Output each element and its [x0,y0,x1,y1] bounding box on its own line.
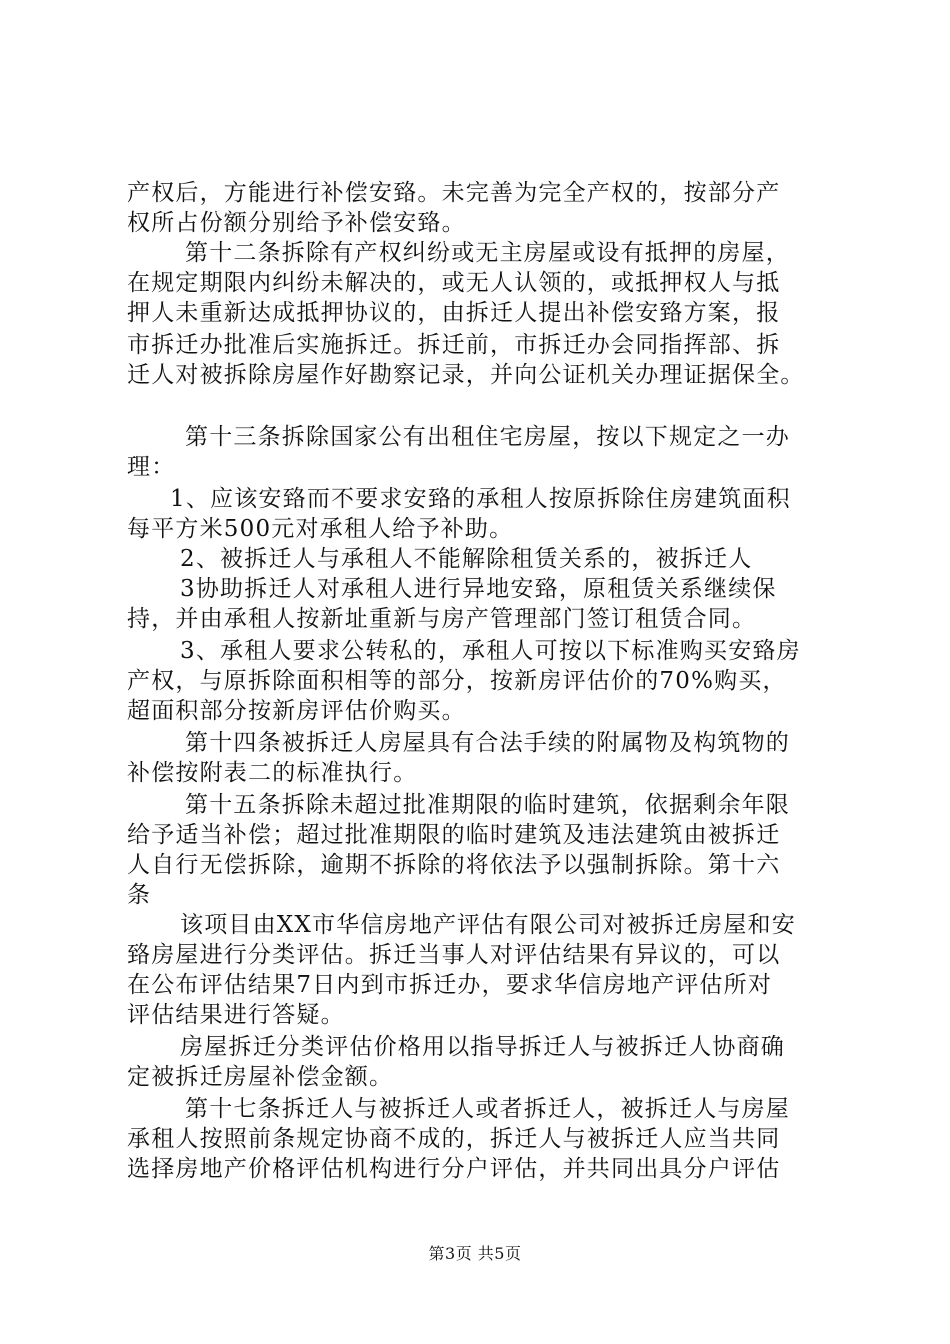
text-line: 该项目由XX市华信房地产评估有限公司对被拆迁房屋和安 [180,912,796,938]
text-line: 市拆迁办批准后实施拆迁。拆迁前，市拆迁办会同指挥部、拆 [127,332,781,358]
text-line: 理： [127,454,176,480]
text-line: 第十三条拆除国家公有出租住宅房屋，按以下规定之一办 [185,424,790,450]
text-line: 补偿按附表二的标准执行。 [127,760,418,786]
text-line: 押人未重新达成抵押协议的，由拆迁人提出补偿安臵方案，报 [127,300,781,326]
text-line: 第十七条拆迁人与被拆迁人或者拆迁人，被拆迁人与房屋 [185,1096,790,1122]
text-line: 承租人按照前条规定协商不成的，拆迁人与被拆迁人应当共同 [127,1126,781,1152]
text-line: 第十二条拆除有产权纠纷或无主房屋或设有抵押的房屋， [185,240,790,266]
text-line: 1、应该安臵而不要求安臵的承租人按原拆除住房建筑面积 [170,486,791,512]
text-line: 2、被拆迁人与承租人不能解除租赁关系的，被拆迁人 [180,546,753,572]
text-line: 迁人对被拆除房屋作好勘察记录，并向公证机关办理证据保全。 [127,362,805,388]
text-line: 3协助拆迁人对承租人进行异地安臵，原租赁关系继续保 [180,576,777,602]
text-line: 选择房地产价格评估机构进行分户评估，并共同出具分户评估 [127,1156,781,1182]
text-line: 在规定期限内纠纷未解决的，或无人认领的，或抵押权人与抵 [127,270,781,296]
text-line: 3、承租人要求公转私的，承租人可按以下标准购买安臵房 [180,638,801,664]
text-line: 每平方米500元对承租人给予补助。 [127,516,514,542]
text-line: 条 [127,882,152,908]
text-line: 定被拆迁房屋补偿金额。 [127,1064,394,1090]
text-line: 给予适当补偿；超过批准期限的临时建筑及违法建筑由被拆迁 [127,822,781,848]
text-line: 在公布评估结果7日内到市拆迁办，要求华信房地产评估所对 [127,972,773,998]
text-line: 超面积部分按新房评估价购买。 [127,698,466,724]
text-line: 第十四条被拆迁人房屋具有合法手续的附属物及构筑物的 [185,730,790,756]
text-line: 产权后，方能进行补偿安臵。未完善为完全产权的，按部分产 [127,180,781,206]
text-line: 评估结果进行答疑。 [127,1002,345,1028]
text-line: 臵房屋进行分类评估。拆迁当事人对评估结果有异议的，可以 [127,942,781,968]
text-line: 产权，与原拆除面积相等的部分，按新房评估价的70%购买， [127,668,787,694]
text-line: 第十五条拆除未超过批准期限的临时建筑，依据剩余年限 [185,792,790,818]
text-line: 人自行无偿拆除，逾期不拆除的将依法予以强制拆除。第十六 [127,852,781,878]
page-number-footer: 第3页 共5页 [428,1244,522,1263]
text-line: 房屋拆迁分类评估价格用以指导拆迁人与被拆迁人协商确 [180,1034,785,1060]
text-line: 权所占份额分别给予补偿安臵。 [127,210,466,236]
text-line: 持，并由承租人按新址重新与房产管理部门签订租赁合同。 [127,606,757,632]
